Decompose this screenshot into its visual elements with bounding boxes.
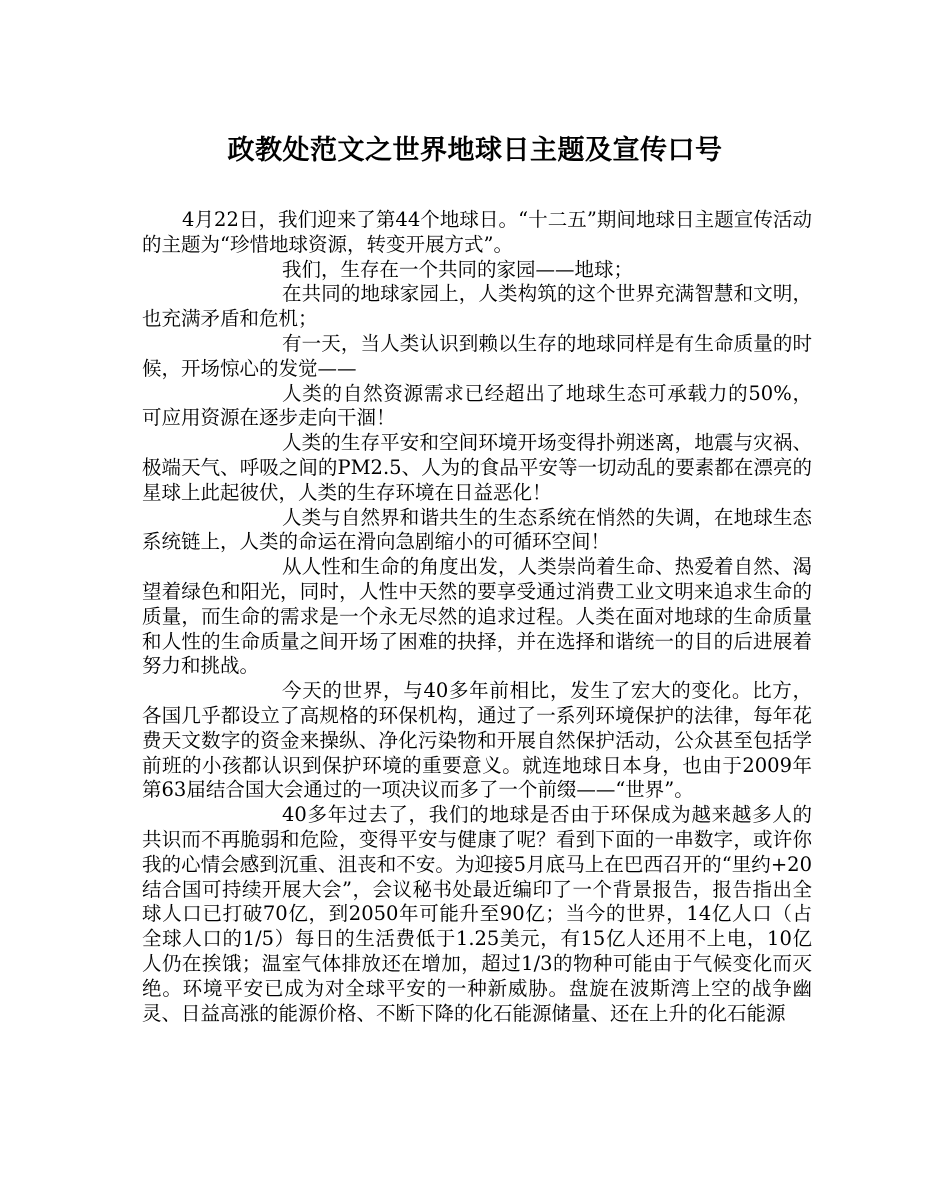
paragraph-ecosystem: 人类与自然界和谐共生的生态系统在悄然的失调，在地球生态系统链上，人类的命运在滑向急剧缩小的可循环空间！ xyxy=(142,505,812,554)
paragraph-forty-years: 40多年过去了，我们的地球是否由于环保成为越来越多人的共识而不再脆弱和危险，变得平安与健康了呢？看到下面的一串数字，或许你我的心情会感到沉重、沮丧和不安。为迎接5月底马上在巴西召开的“里约+20结合国可持续开展大会”，会议秘书处最近编印了一个背景报告，报告指出全球人口已打破70亿，到2050年可能升至90亿；当今的世界，14亿人口（占全球人口的1/5）每日的生活费低于1.25美元，有15亿人还用不上电，10亿人仍在挨饿；温室气体排放还在增加，超过1/3的物种可能由于气候变化而灭绝。环境平安已成为对全球平安的一种新威胁。盘旋在波斯湾上空的战争幽灵、日益高涨的能源价格、不断下降的化石能源储量、还在上升的化石能源 xyxy=(142,803,812,1025)
paragraph-today: 今天的世界，与40多年前相比，发生了宏大的变化。比方，各国几乎都设立了高规格的环保机构，通过了一系列环境保护的法律，每年花费天文数字的资金来操纵、净化污染物和开展自然保护活动，公众甚至包括学前班的小孩都认识到保护环境的重要意义。就连地球日本身，也由于2009年第63届结合国大会通过的一项决议而多了一个前缀——“世界”。 xyxy=(142,679,812,802)
paragraph-safety: 人类的生存平安和空间环境开场变得扑朔迷离，地震与灾祸、极端天气、呼吸之间的PM2.5、人为的食品平安等一切动乱的要素都在漂亮的星球上此起彼伏，人类的生存环境在日益恶化！ xyxy=(142,431,812,504)
paragraph-discovery: 有一天，当人类认识到赖以生存的地球同样是有生命质量的时候，开场惊心的发觉—— xyxy=(142,331,812,380)
paragraph-human-nature: 从人性和生命的角度出发，人类崇尚着生命、热爱着自然、渴望着绿色和阳光，同时，人性中天然的要享受通过消费工业文明来追求生命的质量，而生命的需求是一个永无尽然的追求过程。人类在面对地球的生命质量和人性的生命质量之间开场了困难的抉择，并在选择和谐统一的目的后进展着努力和挑战。 xyxy=(142,555,812,678)
paragraph-home: 我们，生存在一个共同的家园——地球； xyxy=(282,257,634,281)
paragraph-civilization: 在共同的地球家园上，人类构筑的这个世界充满智慧和文明，也充满矛盾和危机； xyxy=(142,282,812,331)
document-title: 政教处范文之世界地球日主题及宣传口号 xyxy=(227,135,723,166)
document-body xyxy=(142,208,812,1026)
paragraph-resources: 人类的自然资源需求已经超出了地球生态可承载力的50%，可应用资源在逐步走向干涸！ xyxy=(142,381,812,430)
paragraph-intro: 4月22日，我们迎来了第44个地球日。“十二五”期间地球日主题宣传活动的主题为“珍惜地球资源，转变开展方式”。 xyxy=(142,208,812,256)
